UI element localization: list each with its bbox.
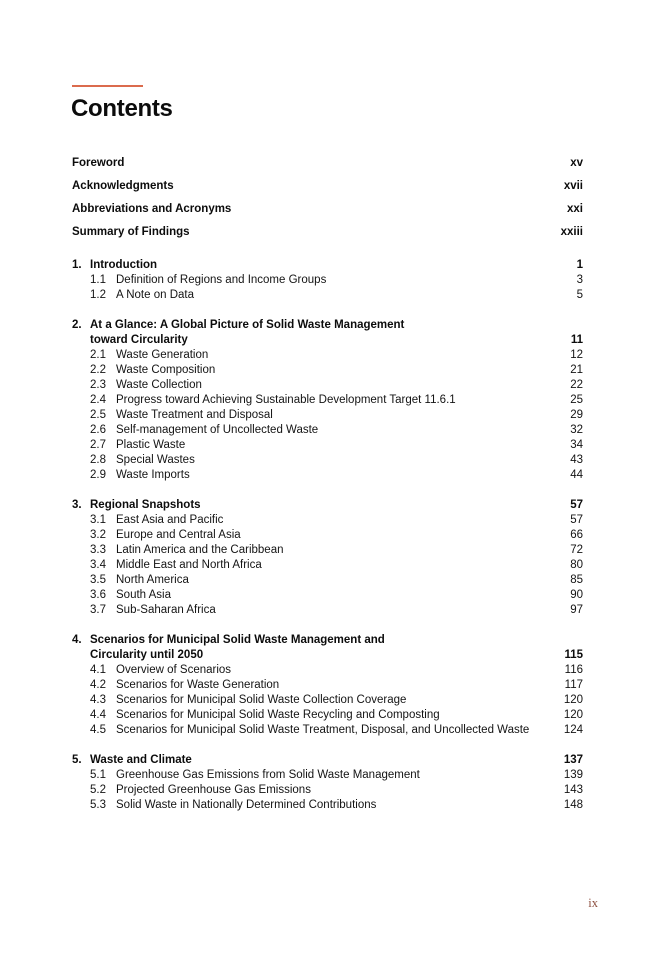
section-number: 3.4 [90,559,106,571]
page-title: Contents [71,95,173,122]
section-entry [72,273,583,288]
section-entry [72,768,583,783]
section-page: 85 [570,574,583,586]
section-number: 4.3 [90,694,106,706]
section-number: 3.1 [90,514,106,526]
section-number: 3.2 [90,529,106,541]
section-number: 1.1 [90,274,106,286]
section-page: 22 [570,379,583,391]
section-page: 72 [570,544,583,556]
section-page: 21 [570,364,583,376]
entry-label: Abbreviations and Acronyms [72,203,232,215]
section-number: 4.5 [90,724,106,736]
section-number: 2.3 [90,379,106,391]
section-number: 2.1 [90,349,106,361]
entry-page: xxi [567,203,583,215]
section-entry [72,543,583,558]
chapter-page: 1 [576,259,583,271]
chapter-title-line: Waste and Climate [90,754,192,766]
section-title: Latin America and the Caribbean [116,544,284,556]
section-number: 2.9 [90,469,106,481]
chapter-page: 11 [570,334,583,346]
section-title: Scenarios for Municipal Solid Waste Treatment, Disposal, and Uncollected Waste [116,724,530,736]
section-page: 116 [564,664,583,676]
chapter-page: 137 [563,754,583,766]
section-title: Waste Imports [116,469,190,481]
section-title: Sub-Saharan Africa [116,604,216,616]
section-title: Europe and Central Asia [116,529,241,541]
section-title: Waste Generation [116,349,209,361]
chapter-heading [72,633,583,663]
front-matter-entry [72,179,583,193]
section-page: 29 [570,409,583,421]
section-page: 43 [570,454,583,466]
page-number: ix [588,896,598,910]
section-number: 2.6 [90,424,106,436]
section-page: 3 [576,274,583,286]
section-title: South Asia [116,589,171,601]
chapter-title-line: toward Circularity [90,334,188,346]
chapter-heading [72,753,583,768]
section-title: Scenarios for Waste Generation [116,679,280,691]
chapter-title-line: At a Glance: A Global Picture of Solid Waste Management [90,319,405,331]
chapter-block [72,258,583,303]
section-number: 2.8 [90,454,106,466]
section-number: 1.2 [90,289,106,301]
section-title: Solid Waste in Nationally Determined Contributions [116,799,377,811]
section-page: 5 [576,289,583,301]
chapter-number: 2. [72,319,82,331]
section-page: 80 [570,559,583,571]
section-entry [72,588,583,603]
section-page: 12 [570,349,583,361]
front-matter-entry [72,202,583,216]
entry-page: xvii [563,180,583,192]
section-number: 4.4 [90,709,106,721]
section-title: Projected Greenhouse Gas Emissions [116,784,311,796]
section-entry [72,423,583,438]
section-entry [72,798,583,813]
section-entry [72,663,583,678]
section-number: 3.6 [90,589,106,601]
section-entry [72,378,583,393]
chapter-title [90,753,564,768]
section-page: 97 [570,604,583,616]
section-title: Plastic Waste [116,439,186,451]
chapter-title-line: Circularity until 2050 [90,649,204,661]
chapter-number: 5. [72,754,82,766]
front-matter-entry [72,156,583,170]
section-title: Waste Composition [116,364,216,376]
chapter-title [90,498,570,513]
section-entry [72,678,583,693]
section-page: 90 [570,589,583,601]
section-title: Waste Collection [116,379,202,391]
chapter-title [90,258,577,273]
chapter-block [72,498,583,618]
section-entry [72,783,583,798]
chapter-number: 3. [72,499,82,511]
entry-page: xxiii [560,226,583,238]
section-page: 139 [563,769,583,781]
chapter-heading [72,498,583,513]
section-entry [72,513,583,528]
section-title: Greenhouse Gas Emissions from Solid Waste Management [116,769,420,781]
section-title: Waste Treatment and Disposal [116,409,273,421]
section-title: Scenarios for Municipal Solid Waste Recycling and Composting [116,709,440,721]
accent-rule [72,85,143,87]
chapter-block [72,753,583,813]
section-entry [72,393,583,408]
section-entry [72,558,583,573]
chapter-heading [72,318,583,348]
section-number: 5.2 [90,784,106,796]
front-matter-entry [72,225,583,239]
section-page: 124 [563,724,583,736]
section-number: 5.3 [90,799,106,811]
section-page: 44 [570,469,583,481]
section-number: 3.7 [90,604,106,616]
section-page: 143 [563,784,583,796]
section-number: 3.3 [90,544,106,556]
section-number: 2.4 [90,394,106,406]
chapter-page: 57 [570,499,583,511]
section-page: 34 [570,439,583,451]
chapter-heading [72,258,583,273]
chapter-list [72,258,583,813]
chapter-number: 1. [72,259,82,271]
section-entry [72,453,583,468]
section-title: Definition of Regions and Income Groups [116,274,327,286]
section-page: 120 [563,694,583,706]
entry-page: xv [570,157,583,169]
section-number: 4.1 [90,664,106,676]
chapter-block [72,633,583,738]
section-number: 5.1 [90,769,106,781]
section-number: 2.5 [90,409,106,421]
section-entry [72,438,583,453]
chapter-page: 115 [564,649,583,661]
section-page: 148 [563,799,583,811]
section-entry [72,708,583,723]
section-title: North America [116,574,189,586]
chapter-title [90,633,564,663]
section-title: Self-management of Uncollected Waste [116,424,319,436]
section-number: 2.2 [90,364,106,376]
section-entry [72,468,583,483]
section-entry [72,723,583,738]
section-page: 120 [563,709,583,721]
section-number: 2.7 [90,439,106,451]
chapter-title-line: Regional Snapshots [90,499,201,511]
front-matter-list [72,156,583,248]
entry-label: Summary of Findings [72,226,190,238]
section-page: 32 [570,424,583,436]
entry-label: Foreword [72,157,125,169]
section-title: East Asia and Pacific [116,514,224,526]
section-number: 4.2 [90,679,106,691]
section-title: Progress toward Achieving Sustainable Development Target 11.6.1 [116,394,456,406]
section-title: A Note on Data [116,289,194,301]
chapter-block [72,318,583,483]
section-entry [72,573,583,588]
chapter-title [90,318,571,348]
section-page: 57 [570,514,583,526]
section-entry [72,603,583,618]
section-entry [72,528,583,543]
section-page: 117 [564,679,583,691]
section-entry [72,363,583,378]
section-title: Middle East and North Africa [116,559,262,571]
section-title: Scenarios for Municipal Solid Waste Collection Coverage [116,694,407,706]
entry-label: Acknowledgments [72,180,174,192]
section-page: 66 [570,529,583,541]
section-page: 25 [570,394,583,406]
section-entry [72,693,583,708]
chapter-title-line: Introduction [90,259,158,271]
section-entry [72,408,583,423]
chapter-number: 4. [72,634,82,646]
section-entry [72,288,583,303]
section-title: Special Wastes [116,454,195,466]
section-entry [72,348,583,363]
section-title: Overview of Scenarios [116,664,232,676]
chapter-title-line: Scenarios for Municipal Solid Waste Management and [90,634,385,646]
section-number: 3.5 [90,574,106,586]
